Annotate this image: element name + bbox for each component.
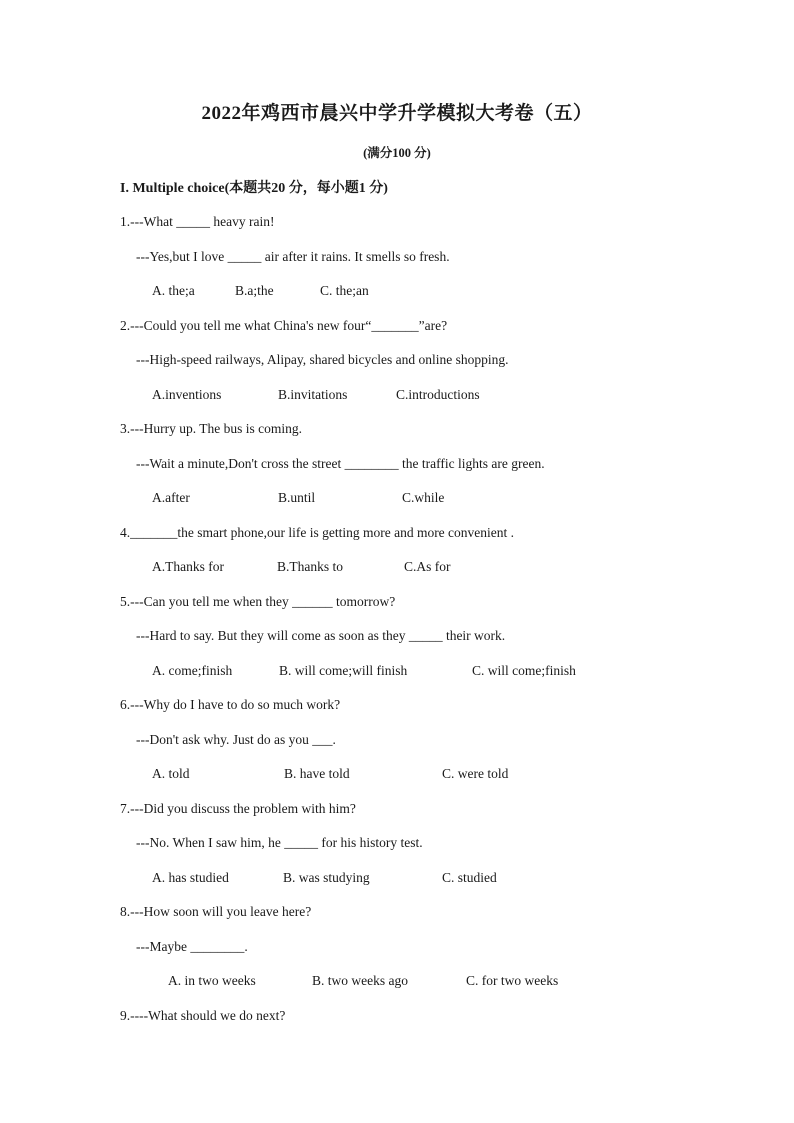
option-3b: B.until <box>278 490 316 505</box>
option-8c: C. for two weeks <box>466 973 559 988</box>
question-6: 6.---Why do I have to do so much work? <box>120 697 341 712</box>
option-4c: C.As for <box>404 559 451 574</box>
option-2a: A.inventions <box>152 387 222 402</box>
option-1b: B.a;the <box>235 283 274 298</box>
option-5c: C. will come;finish <box>472 663 576 678</box>
option-6c: C. were told <box>442 766 509 781</box>
option-7b: B. was studying <box>283 870 370 885</box>
option-3c: C.while <box>402 490 445 505</box>
option-1a: A. the;a <box>152 283 195 298</box>
question-9: 9.----What should we do next? <box>120 1008 286 1023</box>
question-1: 1.---What _____ heavy rain! <box>120 214 275 229</box>
option-3a: A.after <box>152 490 190 505</box>
question-5: 5.---Can you tell me when they ______ tomorrow? <box>120 594 396 609</box>
answer-line-2: ---High-speed railways, Alipay, shared bicycles and online shopping. <box>136 352 509 367</box>
answer-line-5: ---Hard to say. But they will come as soon as they _____ their work. <box>136 628 506 643</box>
answer-line-8: ---Maybe ________. <box>136 939 248 954</box>
question-4: 4._______the smart phone,our life is getting more and more convenient . <box>120 525 515 540</box>
exam-title: 2022年鸡西市晨兴中学升学模拟大考卷（五） <box>201 103 593 124</box>
option-8b: B. two weeks ago <box>312 973 408 988</box>
answer-line-3: ---Wait a minute,Don't cross the street ________ the traffic lights are green. <box>136 456 545 471</box>
option-5a: A. come;finish <box>152 663 233 678</box>
option-4a: A.Thanks for <box>152 559 224 574</box>
option-6b: B. have told <box>284 766 350 781</box>
answer-line-7: ---No. When I saw him, he _____ for his history test. <box>136 835 423 850</box>
question-3: 3.---Hurry up. The bus is coming. <box>120 421 302 436</box>
option-6a: A. told <box>152 766 190 781</box>
option-7c: C. studied <box>442 870 497 885</box>
option-8a: A. in two weeks <box>168 973 256 988</box>
answer-line-6: ---Don't ask why. Just do as you ___. <box>136 732 336 747</box>
full-score-note: (满分100 分) <box>363 146 431 160</box>
option-2b: B.invitations <box>278 387 348 402</box>
question-8: 8.---How soon will you leave here? <box>120 904 312 919</box>
question-7: 7.---Did you discuss the problem with him? <box>120 801 356 816</box>
question-2: 2.---Could you tell me what China's new four“_______”are? <box>120 318 448 333</box>
option-4b: B.Thanks to <box>277 559 343 574</box>
option-5b: B. will come;will finish <box>279 663 408 678</box>
section-heading: I. Multiple choice(本题共20 分，每小题1 分) <box>120 181 388 196</box>
option-1c: C. the;an <box>320 283 369 298</box>
option-2c: C.introductions <box>396 387 480 402</box>
answer-line-1: ---Yes,but I love _____ air after it rains. It smells so fresh. <box>136 249 450 264</box>
option-7a: A. has studied <box>152 870 229 885</box>
